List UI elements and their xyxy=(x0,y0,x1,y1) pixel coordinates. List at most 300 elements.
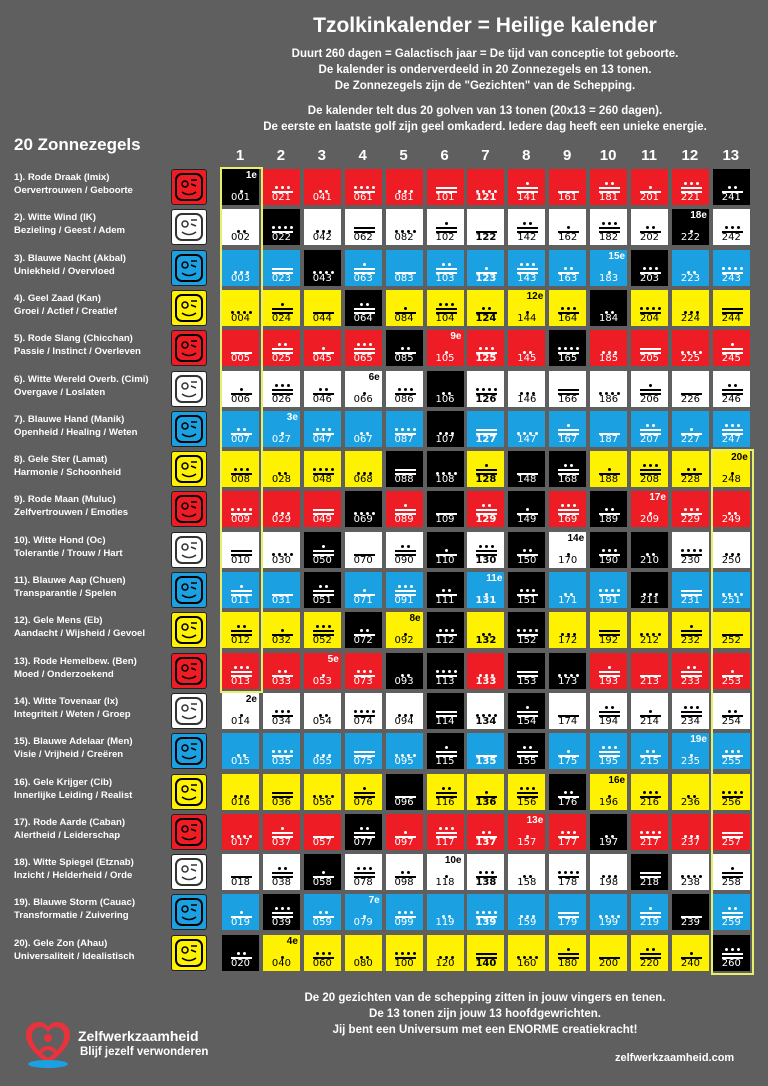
day-cell-186[interactable] xyxy=(589,370,628,408)
day-cell-129[interactable] xyxy=(466,490,505,528)
day-cell-160[interactable] xyxy=(507,934,546,972)
day-cell-024[interactable] xyxy=(262,289,301,327)
day-cell-025[interactable] xyxy=(262,329,301,367)
day-cell-224[interactable] xyxy=(671,289,710,327)
day-cell-226[interactable] xyxy=(671,370,710,408)
day-cell-008[interactable] xyxy=(221,450,260,488)
day-cell-128[interactable] xyxy=(466,450,505,488)
day-cell-047[interactable] xyxy=(303,410,342,448)
day-cell-062[interactable] xyxy=(344,208,383,246)
tone-dot xyxy=(445,827,448,830)
day-cell-174[interactable] xyxy=(548,692,587,730)
day-cell-139[interactable] xyxy=(466,893,505,931)
day-cell-225[interactable] xyxy=(671,329,710,367)
wave-label: 17e xyxy=(649,492,666,504)
tone-numeral xyxy=(590,696,627,718)
day-cell-207[interactable] xyxy=(630,410,669,448)
day-cell-119[interactable] xyxy=(426,893,465,931)
day-cell-259[interactable] xyxy=(712,893,751,931)
day-cell-109[interactable] xyxy=(426,490,465,528)
day-cell-206[interactable] xyxy=(630,370,669,408)
day-cell-192[interactable] xyxy=(589,611,628,649)
day-number: 246 xyxy=(721,393,741,405)
tone-numeral xyxy=(631,172,668,194)
day-cell-080[interactable] xyxy=(344,934,383,972)
day-cell-092[interactable] xyxy=(385,611,424,649)
day-cell-088[interactable] xyxy=(385,450,424,488)
day-number: 181 xyxy=(599,192,619,203)
day-cell-019[interactable] xyxy=(221,893,260,931)
day-cell-041[interactable] xyxy=(303,168,342,206)
day-cell-148[interactable] xyxy=(507,450,546,488)
day-cell-147[interactable] xyxy=(507,410,546,448)
tone-dot xyxy=(649,186,652,189)
day-cell-217[interactable] xyxy=(630,813,669,851)
day-cell-241[interactable] xyxy=(712,168,751,206)
day-cell-183[interactable] xyxy=(589,249,628,287)
day-cell-027[interactable] xyxy=(262,410,301,448)
day-cell-055[interactable] xyxy=(303,732,342,770)
day-cell-197[interactable] xyxy=(589,813,628,851)
day-cell-033[interactable] xyxy=(262,652,301,690)
day-cell-138[interactable] xyxy=(466,853,505,891)
day-cell-189[interactable] xyxy=(589,490,628,528)
day-cell-094[interactable] xyxy=(385,692,424,730)
day-cell-051[interactable] xyxy=(303,571,342,609)
tone-numeral xyxy=(427,253,464,275)
day-cell-046[interactable] xyxy=(303,370,342,408)
day-cell-212[interactable] xyxy=(630,611,669,649)
day-cell-154[interactable] xyxy=(507,692,546,730)
day-cell-040[interactable] xyxy=(262,934,301,972)
day-cell-049[interactable] xyxy=(303,490,342,528)
tone-bar xyxy=(722,389,743,391)
day-cell-216[interactable] xyxy=(630,773,669,811)
day-cell-205[interactable] xyxy=(630,329,669,367)
tone-dot xyxy=(643,464,646,467)
day-cell-086[interactable] xyxy=(385,370,424,408)
day-cell-135[interactable] xyxy=(466,732,505,770)
day-cell-013[interactable] xyxy=(221,652,260,690)
day-cell-103[interactable] xyxy=(426,249,465,287)
day-cell-145[interactable] xyxy=(507,329,546,367)
day-cell-151[interactable] xyxy=(507,571,546,609)
day-cell-163[interactable] xyxy=(548,249,587,287)
day-cell-059[interactable] xyxy=(303,893,342,931)
day-cell-045[interactable] xyxy=(303,329,342,367)
day-cell-052[interactable] xyxy=(303,611,342,649)
day-number: 040 xyxy=(271,957,291,969)
day-cell-005[interactable] xyxy=(221,329,260,367)
day-cell-071[interactable] xyxy=(344,571,383,609)
day-cell-257[interactable] xyxy=(712,813,751,851)
day-cell-230[interactable] xyxy=(671,531,710,569)
day-cell-122[interactable] xyxy=(466,208,505,246)
day-cell-034[interactable] xyxy=(262,692,301,730)
day-cell-044[interactable] xyxy=(303,289,342,327)
day-cell-208[interactable] xyxy=(630,450,669,488)
day-cell-003[interactable] xyxy=(221,249,260,287)
day-cell-002[interactable] xyxy=(221,208,260,246)
day-cell-175[interactable] xyxy=(548,732,587,770)
day-cell-232[interactable] xyxy=(671,611,710,649)
day-cell-010[interactable] xyxy=(221,531,260,569)
day-cell-168[interactable] xyxy=(548,450,587,488)
day-cell-193[interactable] xyxy=(589,652,628,690)
day-cell-127[interactable] xyxy=(466,410,505,448)
tone-dot xyxy=(410,911,413,914)
day-cell-144[interactable] xyxy=(507,289,546,327)
day-cell-023[interactable] xyxy=(262,249,301,287)
seal-glyph-icon xyxy=(171,290,207,326)
day-cell-190[interactable] xyxy=(589,531,628,569)
day-cell-095[interactable] xyxy=(385,732,424,770)
day-cell-063[interactable] xyxy=(344,249,383,287)
tone-dot xyxy=(526,706,529,709)
day-cell-084[interactable] xyxy=(385,289,424,327)
day-cell-141[interactable] xyxy=(507,168,546,206)
day-cell-058[interactable] xyxy=(303,853,342,891)
day-cell-108[interactable] xyxy=(426,450,465,488)
day-cell-011[interactable] xyxy=(221,571,260,609)
day-cell-245[interactable] xyxy=(712,329,751,367)
day-number: 100 xyxy=(394,957,414,969)
day-cell-126[interactable] xyxy=(466,370,505,408)
day-cell-133[interactable] xyxy=(466,652,505,690)
day-cell-068[interactable] xyxy=(344,450,383,488)
day-cell-158[interactable] xyxy=(507,853,546,891)
day-cell-032[interactable] xyxy=(262,611,301,649)
day-number: 141 xyxy=(517,192,537,203)
day-cell-136[interactable] xyxy=(466,773,505,811)
day-cell-194[interactable] xyxy=(589,692,628,730)
day-cell-176[interactable] xyxy=(548,773,587,811)
day-cell-231[interactable] xyxy=(671,571,710,609)
day-cell-091[interactable] xyxy=(385,571,424,609)
day-cell-250[interactable] xyxy=(712,531,751,569)
day-cell-081[interactable] xyxy=(385,168,424,206)
day-cell-188[interactable] xyxy=(589,450,628,488)
day-cell-177[interactable] xyxy=(548,813,587,851)
day-cell-012[interactable] xyxy=(221,611,260,649)
day-cell-219[interactable] xyxy=(630,893,669,931)
tone-bar xyxy=(395,590,416,592)
tone-dot xyxy=(608,549,611,552)
day-cell-078[interactable] xyxy=(344,853,383,891)
day-cell-093[interactable] xyxy=(385,652,424,690)
day-cell-229[interactable] xyxy=(671,490,710,528)
day-cell-252[interactable] xyxy=(712,611,751,649)
day-cell-164[interactable] xyxy=(548,289,587,327)
tone-dot xyxy=(284,867,287,870)
day-cell-098[interactable] xyxy=(385,853,424,891)
tone-numeral xyxy=(427,172,464,194)
day-cell-054[interactable] xyxy=(303,692,342,730)
day-cell-165[interactable] xyxy=(548,329,587,367)
day-cell-036[interactable] xyxy=(262,773,301,811)
day-cell-149[interactable] xyxy=(507,490,546,528)
day-cell-150[interactable] xyxy=(507,531,546,569)
day-cell-037[interactable] xyxy=(262,813,301,851)
day-cell-209[interactable] xyxy=(630,490,669,528)
day-cell-203[interactable] xyxy=(630,249,669,287)
day-cell-258[interactable] xyxy=(712,853,751,891)
day-cell-064[interactable] xyxy=(344,289,383,327)
tone-dot xyxy=(243,952,246,955)
day-cell-061[interactable] xyxy=(344,168,383,206)
day-cell-227[interactable] xyxy=(671,410,710,448)
day-cell-035[interactable] xyxy=(262,732,301,770)
day-cell-239[interactable] xyxy=(671,893,710,931)
day-cell-179[interactable] xyxy=(548,893,587,931)
day-cell-099[interactable] xyxy=(385,893,424,931)
day-cell-104[interactable] xyxy=(426,289,465,327)
day-number: 125 xyxy=(475,353,497,365)
day-cell-050[interactable] xyxy=(303,531,342,569)
day-cell-116[interactable] xyxy=(426,773,465,811)
day-cell-115[interactable] xyxy=(426,732,465,770)
day-cell-256[interactable] xyxy=(712,773,751,811)
day-cell-114[interactable] xyxy=(426,692,465,730)
day-cell-110[interactable] xyxy=(426,531,465,569)
day-cell-134[interactable] xyxy=(466,692,505,730)
day-cell-213[interactable] xyxy=(630,652,669,690)
day-cell-201[interactable] xyxy=(630,168,669,206)
day-cell-069[interactable] xyxy=(344,490,383,528)
day-cell-200[interactable] xyxy=(589,934,628,972)
day-cell-065[interactable] xyxy=(344,329,383,367)
day-cell-143[interactable] xyxy=(507,249,546,287)
day-cell-038[interactable] xyxy=(262,853,301,891)
tone-dot xyxy=(655,267,658,270)
day-cell-087[interactable] xyxy=(385,410,424,448)
day-cell-085[interactable] xyxy=(385,329,424,367)
day-cell-248[interactable] xyxy=(712,450,751,488)
day-cell-067[interactable] xyxy=(344,410,383,448)
day-cell-233[interactable] xyxy=(671,652,710,690)
tone-dot xyxy=(491,871,494,874)
day-cell-202[interactable] xyxy=(630,208,669,246)
day-cell-178[interactable] xyxy=(548,853,587,891)
day-cell-107[interactable] xyxy=(426,410,465,448)
tone-numeral xyxy=(631,615,668,637)
day-cell-243[interactable] xyxy=(712,249,751,287)
intro-line: De kalender is onderverdeeld in 20 Zonnezegels en 13 tonen. xyxy=(318,64,652,76)
day-cell-228[interactable] xyxy=(671,450,710,488)
tone-dot xyxy=(231,508,234,511)
day-cell-076[interactable] xyxy=(344,773,383,811)
day-cell-153[interactable] xyxy=(507,652,546,690)
day-cell-181[interactable] xyxy=(589,168,628,206)
day-cell-077[interactable] xyxy=(344,813,383,851)
day-cell-237[interactable] xyxy=(671,813,710,851)
day-cell-097[interactable] xyxy=(385,813,424,851)
day-cell-026[interactable] xyxy=(262,370,301,408)
day-cell-014[interactable] xyxy=(221,692,260,730)
day-cell-006[interactable] xyxy=(221,370,260,408)
day-cell-234[interactable] xyxy=(671,692,710,730)
day-cell-161[interactable] xyxy=(548,168,587,206)
day-cell-028[interactable] xyxy=(262,450,301,488)
day-cell-124[interactable] xyxy=(466,289,505,327)
day-cell-182[interactable] xyxy=(589,208,628,246)
day-cell-140[interactable] xyxy=(466,934,505,972)
tone-dot xyxy=(240,585,243,588)
day-cell-112[interactable] xyxy=(426,611,465,649)
day-cell-137[interactable] xyxy=(466,813,505,851)
day-cell-238[interactable] xyxy=(671,853,710,891)
day-cell-125[interactable] xyxy=(466,329,505,367)
day-cell-015[interactable] xyxy=(221,732,260,770)
day-cell-031[interactable] xyxy=(262,571,301,609)
day-cell-222[interactable] xyxy=(671,208,710,246)
day-cell-021[interactable] xyxy=(262,168,301,206)
day-cell-111[interactable] xyxy=(426,571,465,609)
day-cell-079[interactable] xyxy=(344,893,383,931)
day-cell-244[interactable] xyxy=(712,289,751,327)
day-cell-072[interactable] xyxy=(344,611,383,649)
day-cell-096[interactable] xyxy=(385,773,424,811)
day-cell-152[interactable] xyxy=(507,611,546,649)
tone-numeral xyxy=(386,172,423,194)
day-cell-155[interactable] xyxy=(507,732,546,770)
day-cell-130[interactable] xyxy=(466,531,505,569)
day-cell-053[interactable] xyxy=(303,652,342,690)
day-cell-089[interactable] xyxy=(385,490,424,528)
day-cell-022[interactable] xyxy=(262,208,301,246)
day-cell-184[interactable] xyxy=(589,289,628,327)
day-cell-170[interactable] xyxy=(548,531,587,569)
day-cell-020[interactable] xyxy=(221,934,260,972)
day-cell-057[interactable] xyxy=(303,813,342,851)
day-cell-215[interactable] xyxy=(630,732,669,770)
day-cell-101[interactable] xyxy=(426,168,465,206)
day-cell-191[interactable] xyxy=(589,571,628,609)
day-cell-117[interactable] xyxy=(426,813,465,851)
day-cell-090[interactable] xyxy=(385,531,424,569)
day-cell-162[interactable] xyxy=(548,208,587,246)
day-cell-030[interactable] xyxy=(262,531,301,569)
day-cell-029[interactable] xyxy=(262,490,301,528)
day-number: 029 xyxy=(271,514,291,526)
day-cell-180[interactable] xyxy=(548,934,587,972)
day-cell-166[interactable] xyxy=(548,370,587,408)
day-cell-196[interactable] xyxy=(589,773,628,811)
day-cell-083[interactable] xyxy=(385,249,424,287)
tone-dot xyxy=(617,589,620,592)
day-cell-118[interactable] xyxy=(426,853,465,891)
day-cell-223[interactable] xyxy=(671,249,710,287)
day-cell-187[interactable] xyxy=(589,410,628,448)
day-cell-260[interactable] xyxy=(712,934,751,972)
day-cell-070[interactable] xyxy=(344,531,383,569)
tone-dot xyxy=(520,263,523,266)
day-cell-074[interactable] xyxy=(344,692,383,730)
day-cell-246[interactable] xyxy=(712,370,751,408)
day-cell-157[interactable] xyxy=(507,813,546,851)
day-cell-198[interactable] xyxy=(589,853,628,891)
day-cell-235[interactable] xyxy=(671,732,710,770)
day-cell-131[interactable] xyxy=(466,571,505,609)
day-cell-100[interactable] xyxy=(385,934,424,972)
day-cell-173[interactable] xyxy=(548,652,587,690)
day-cell-220[interactable] xyxy=(630,934,669,972)
day-cell-073[interactable] xyxy=(344,652,383,690)
tone-numeral xyxy=(672,777,709,799)
day-cell-156[interactable] xyxy=(507,773,546,811)
day-cell-146[interactable] xyxy=(507,370,546,408)
day-cell-142[interactable] xyxy=(507,208,546,246)
day-cell-004[interactable] xyxy=(221,289,260,327)
tone-numeral xyxy=(549,172,586,194)
day-cell-214[interactable] xyxy=(630,692,669,730)
day-cell-242[interactable] xyxy=(712,208,751,246)
day-cell-167[interactable] xyxy=(548,410,587,448)
day-cell-253[interactable] xyxy=(712,652,751,690)
day-cell-240[interactable] xyxy=(671,934,710,972)
day-cell-255[interactable] xyxy=(712,732,751,770)
day-cell-199[interactable] xyxy=(589,893,628,931)
day-cell-132[interactable] xyxy=(466,611,505,649)
day-cell-042[interactable] xyxy=(303,208,342,246)
website-link[interactable]: zelfwerkzaamheid.com xyxy=(615,1052,735,1064)
tone-dot xyxy=(488,388,491,391)
day-cell-204[interactable] xyxy=(630,289,669,327)
day-cell-102[interactable] xyxy=(426,208,465,246)
day-cell-056[interactable] xyxy=(303,773,342,811)
day-cell-249[interactable] xyxy=(712,490,751,528)
day-number: 178 xyxy=(558,877,578,889)
day-cell-043[interactable] xyxy=(303,249,342,287)
day-cell-218[interactable] xyxy=(630,853,669,891)
day-cell-172[interactable] xyxy=(548,611,587,649)
day-cell-171[interactable] xyxy=(548,571,587,609)
day-cell-211[interactable] xyxy=(630,571,669,609)
day-cell-039[interactable] xyxy=(262,893,301,931)
day-cell-251[interactable] xyxy=(712,571,751,609)
day-cell-113[interactable] xyxy=(426,652,465,690)
day-cell-121[interactable] xyxy=(466,168,505,206)
day-cell-082[interactable] xyxy=(385,208,424,246)
day-cell-169[interactable] xyxy=(548,490,587,528)
day-cell-007[interactable] xyxy=(221,410,260,448)
day-cell-001[interactable] xyxy=(221,168,260,206)
day-cell-236[interactable] xyxy=(671,773,710,811)
day-cell-221[interactable] xyxy=(671,168,710,206)
day-cell-195[interactable] xyxy=(589,732,628,770)
day-cell-120[interactable] xyxy=(426,934,465,972)
day-cell-017[interactable] xyxy=(221,813,260,851)
day-cell-016[interactable] xyxy=(221,773,260,811)
day-cell-018[interactable] xyxy=(221,853,260,891)
day-number: 164 xyxy=(558,312,578,324)
day-cell-075[interactable] xyxy=(344,732,383,770)
day-cell-048[interactable] xyxy=(303,450,342,488)
day-cell-106[interactable] xyxy=(426,370,465,408)
day-cell-254[interactable] xyxy=(712,692,751,730)
day-cell-123[interactable] xyxy=(466,249,505,287)
day-cell-185[interactable] xyxy=(589,329,628,367)
day-number: 250 xyxy=(721,554,741,566)
day-cell-060[interactable] xyxy=(303,934,342,972)
day-cell-210[interactable] xyxy=(630,531,669,569)
day-cell-159[interactable] xyxy=(507,893,546,931)
day-cell-247[interactable] xyxy=(712,410,751,448)
day-cell-066[interactable] xyxy=(344,370,383,408)
tone-dot xyxy=(567,831,570,834)
day-cell-105[interactable] xyxy=(426,329,465,367)
day-cell-009[interactable] xyxy=(221,490,260,528)
